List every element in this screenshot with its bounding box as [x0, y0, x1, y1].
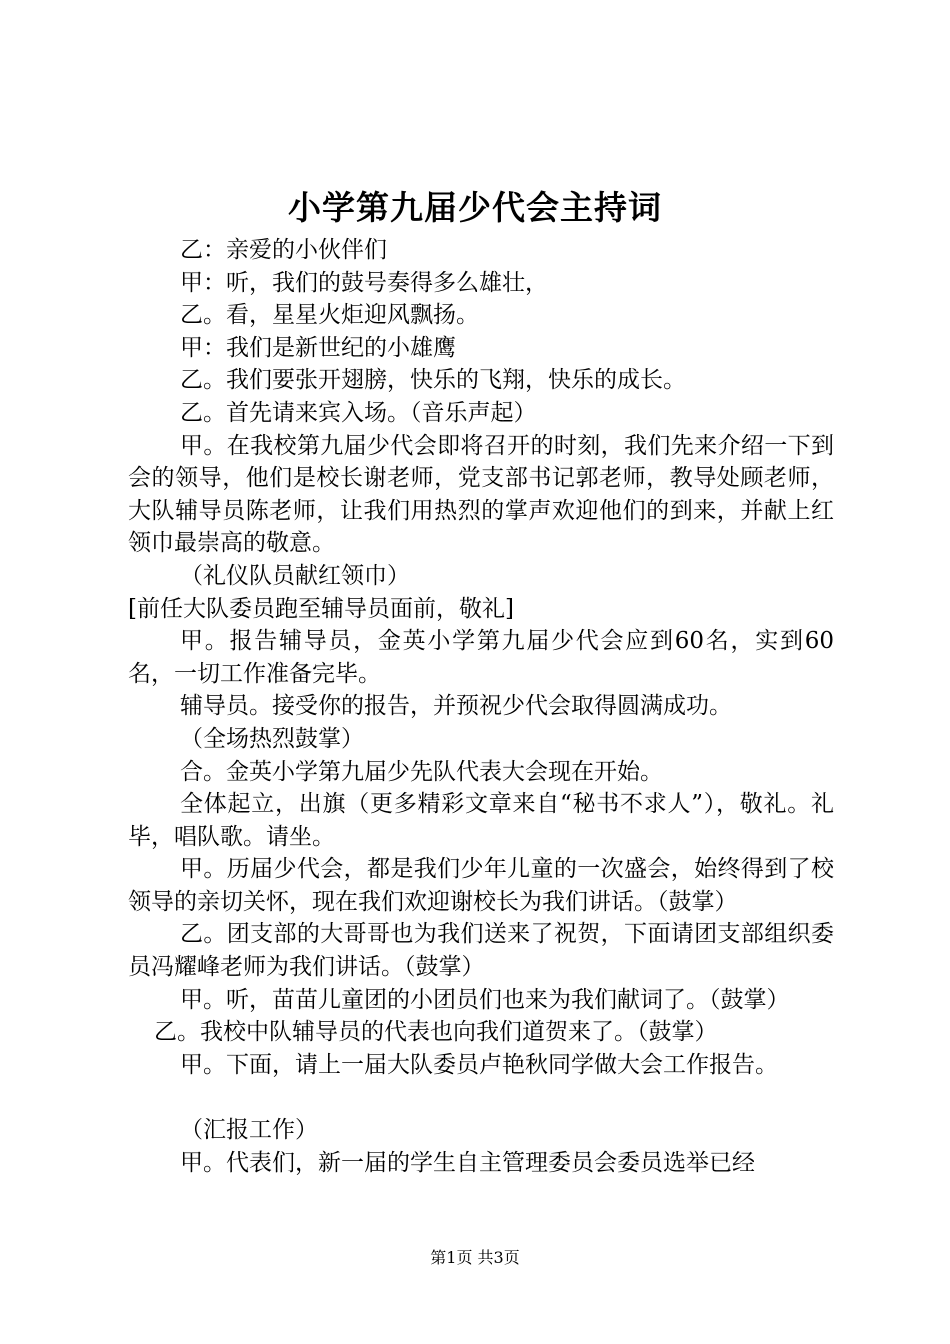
paragraph: （全场热烈鼓掌） — [180, 725, 364, 752]
paragraph: 甲。听，苗苗儿童团的小团员们也来为我们献词了。（鼓掌） — [180, 986, 790, 1013]
paragraph: 全体起立，出旗（更多精彩文章来自“秘书不求人”），敬礼。礼毕，唱队歌。请坐。 — [128, 791, 834, 850]
paragraph: 甲。代表们，新一届的学生自主管理委员会委员选举已经 — [180, 1149, 755, 1176]
paragraph: 辅导员。接受你的报告，并预祝少代会取得圆满成功。 — [180, 693, 732, 720]
paragraph: 甲。在我校第九届少代会即将召开的时刻，我们先来介绍一下到会的领导，他们是校长谢老师，党支部书记郭老师，教导处顾老师，大队辅导员陈老师，让我们用热烈的掌声欢迎他们的到来，并献上红领巾最崇高的敬意。 — [128, 432, 834, 557]
paragraph: 乙。我们要张开翅膀，快乐的飞翔，快乐的成长。 — [180, 367, 686, 394]
blank-line — [128, 1081, 834, 1114]
paragraph: 乙。团支部的大哥哥也为我们送来了祝贺，下面请团支部组织委员冯耀峰老师为我们讲话。（鼓掌） — [128, 921, 834, 981]
paragraph: 乙：亲爱的小伙伴们 — [180, 237, 387, 263]
paragraph: 乙。看，星星火炬迎风飘扬。 — [180, 302, 479, 329]
document-title: 小学第九届少代会主持词 — [288, 188, 662, 227]
page-footer: 第1页 共3页 — [430, 1248, 520, 1267]
paragraph: 甲：我们是新世纪的小雄鹰 — [180, 334, 456, 361]
paragraph: 乙。首先请来宾入场。（音乐声起） — [180, 399, 537, 426]
paragraph: 甲。历届少代会，都是我们少年儿童的一次盛会，始终得到了校领导的亲切关怀，现在我们欢迎谢校长为我们讲话。（鼓掌） — [128, 856, 834, 915]
paragraph: 乙。我校中队辅导员的代表也向我们道贺来了。（鼓掌） — [154, 1019, 718, 1046]
paragraph: 甲：听，我们的鼓号奏得多么雄壮， — [180, 269, 548, 296]
paragraph: （汇报工作） — [180, 1117, 318, 1144]
paragraph: 合。金英小学第九届少先队代表大会现在开始。 — [180, 758, 663, 785]
paragraph: [前任大队委员跑至辅导员面前，敬礼] — [128, 595, 514, 622]
paragraph: （礼仪队员献红领巾） — [180, 562, 410, 589]
document-body — [128, 234, 834, 1179]
paragraph: 甲。报告辅导员，金英小学第九届少代会应到60名，实到60名，一切工作准备完毕。 — [128, 628, 834, 687]
paragraph: 甲。下面，请上一届大队委员卢艳秋同学做大会工作报告。 — [180, 1051, 778, 1078]
